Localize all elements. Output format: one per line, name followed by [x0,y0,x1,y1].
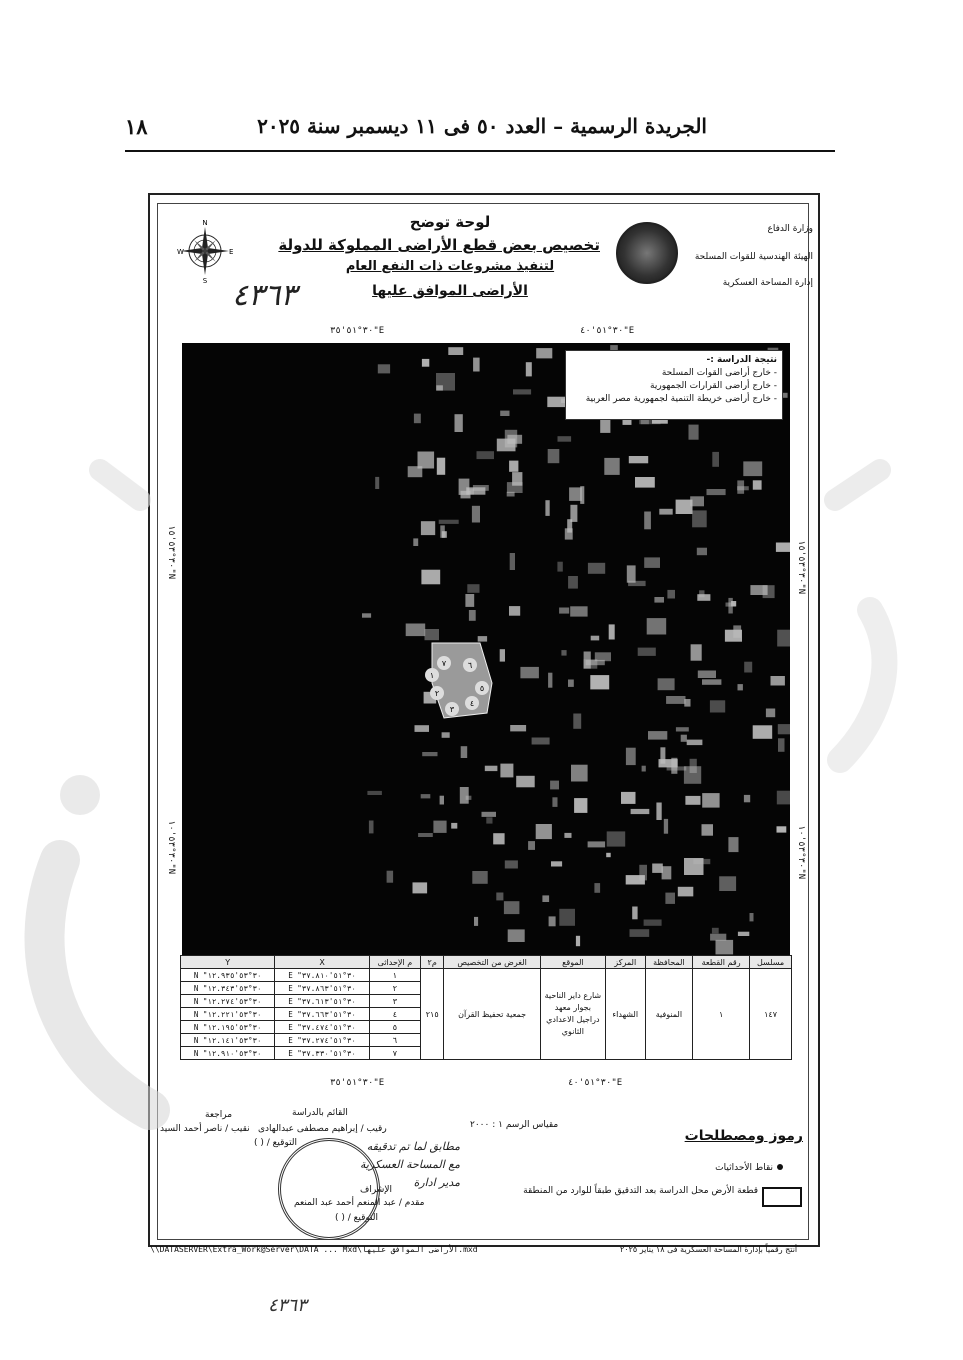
map-building-block [500,411,509,416]
map-building-block [440,796,444,805]
map-point-label: ١ [429,671,435,680]
map-building-block [437,458,445,475]
map-building-block [664,819,668,834]
map-building-block [482,812,497,817]
map-building-block [710,700,725,712]
map-building-block [507,482,523,493]
legend-dot-icon [777,1164,783,1170]
map-building-block [692,510,707,527]
table-row [181,969,792,982]
compass-s: S [202,277,208,284]
map-building-block [413,538,418,546]
map-building-block [702,679,721,685]
map-building-block [375,477,379,489]
map-building-block [507,492,515,497]
map-building-block [588,563,605,574]
map-building-block [719,876,736,891]
map-building-block [684,699,690,707]
map-building-block [513,389,531,394]
map-building-block [378,364,390,373]
map-building-block [550,781,559,790]
map-building-block [455,414,463,432]
organization-seal-icon [616,222,678,284]
map-building-block [609,624,615,639]
map-building-block [676,727,689,731]
map-building-block [460,787,469,804]
coord-top-right: ٣٠°٥١'٤٠"E [580,326,635,336]
map-building-block [606,853,611,857]
map-building-block [738,932,749,936]
map-building-block [526,362,532,376]
map-building-block [630,929,650,937]
map-building-block [500,649,505,661]
cell-x: ٣٠°٥١'٣٧.٢٧٤" E [275,1034,369,1047]
sheet-title-line-3: لتنفيذ مشروعات ذات النفع العام [345,259,555,274]
map-building-block [743,461,762,476]
coord-left-bottom: ٣٠°٥٣'١٠"N [166,820,176,875]
map-scale: مقياس الرسم ١ : ٢٠٠٠ [470,1120,559,1130]
map-building-block [418,452,435,469]
map-building-block [528,841,535,850]
map-building-block [505,860,518,868]
map-building-block [451,823,457,829]
map-building-block [744,662,752,673]
cell-location: شارع داير الناحية بجوار معهد دراجيل الاعدادي الثانوي [540,969,605,1060]
map-building-block [681,735,687,742]
gazette-title: الجريدة الرسمية – العدد ٥٠ فى ١١ ديسمبر سنة ٢٠٢٥ [257,114,707,138]
col-location: الموقع [540,956,605,969]
org-ministry: وزارة الدفاع [767,224,813,234]
map-building-block [369,821,374,834]
map-building-block [485,766,498,771]
cell-point-no: ٦ [369,1034,420,1047]
map-building-block [629,456,648,463]
map-building-block [595,652,611,661]
map-building-block [516,776,535,788]
signature-line: التوقيع / ( ) [254,1138,298,1148]
map-building-block [421,570,440,585]
map-building-block [406,624,426,637]
map-building-block [685,796,700,805]
map-building-block [635,477,655,488]
map-building-block [536,824,552,839]
supervisor-label: الإشراف [360,1185,392,1195]
legend-item-points: نقاط الأحداثيات [715,1163,773,1173]
map-point-label: ٢ [434,689,440,698]
legend-title: رموز ومصطلحات [684,1128,803,1144]
study-result-item: - خارج أراضى القرارات الجمهورية [650,381,777,391]
map-building-block [604,458,619,475]
handwritten-note-line: مطابق لما تم تدقيقه [366,1140,460,1153]
cell-x: ٣٠°٥١'٣٧.٨٦٣" E [275,982,369,995]
map-building-block [726,603,736,607]
map-building-block [362,613,371,617]
map-building-block [631,809,650,814]
map-point-label: ٤ [469,699,475,708]
coord-bottom-right: ٣٠°٥١'٤٠"E [568,1078,623,1088]
map-building-block [477,451,495,459]
plot-data-table [180,955,792,1060]
map-building-block [744,795,750,802]
cell-point-no: ٣ [369,995,420,1008]
map-building-block [508,929,525,942]
map-building-block [425,629,440,640]
map-building-block [545,500,549,516]
map-building-block [500,764,513,778]
map-building-block [504,901,520,914]
header-rule [125,150,835,152]
handwritten-note-line: مدير ادارة [413,1176,460,1189]
map-building-block [659,509,672,515]
map-building-block [738,684,743,690]
cell-point-no: ١ [369,969,420,982]
cell-y: ٣٠°٥٣'١٢.١٩٥" N [181,1021,275,1034]
col-point-no: م الإحداثى [369,956,420,969]
org-department: إدارة المساحة العسكرية [722,278,813,288]
col-center: المركز [605,956,645,969]
coord-right-top: ٣٠°٥٣'١٥"N [796,540,806,595]
map-building-block [472,506,480,523]
prepared-by-label: القائم بالدراسة [292,1108,348,1118]
supervisor-name: مقدم / عبد المنعم أحمد عبد المنعم [294,1198,425,1208]
map-building-block [652,864,663,873]
map-building-block [415,725,430,732]
map-building-block [387,871,394,883]
map-building-block [702,793,719,808]
production-note: أنتج رقمياً بإدارة المساحة العسكرية فى ١٨ يناير ٢٠٢٥ [620,1245,798,1254]
map-building-block [568,680,574,687]
map-building-block [771,676,785,686]
map-building-block [536,348,552,358]
map-building-block [777,630,790,647]
map-building-block [627,565,636,582]
map-building-block [474,917,478,926]
map-building-block [510,553,515,570]
map-point-label: ٣ [449,705,455,714]
map-building-block [702,824,714,836]
map-building-block [571,765,588,782]
cell-point-no: ٢ [369,982,420,995]
cell-x: ٣٠°٥١'٣٧.٦١٣" E [275,995,369,1008]
col-plot-number: رقم القطعة [693,956,750,969]
map-building-block [644,557,660,568]
cell-x: ٣٠°٥١'٣٧.٨١٠" E [275,969,369,982]
prepared-by-name: رقيب / إبراهيم مصطفى عبدالهادى [258,1124,387,1134]
table-header-row [181,956,792,969]
sheet-title-line-2: تخصيص بعض قطع الأراضى المملوكة للدولة [278,236,600,254]
map-building-block [561,650,566,656]
cell-area: ٢١٥ [421,969,444,1060]
map-building-block [459,479,470,495]
map-building-block [776,543,790,552]
cell-y: ٣٠°٥٣'١٢.٩٣٥" N [181,969,275,982]
map-building-block [660,747,665,763]
col-governorate: المحافظة [645,956,692,969]
map-building-block [442,732,450,738]
map-building-block [750,585,767,595]
map-building-block [628,581,646,586]
map-building-block [422,359,429,367]
map-building-block [548,449,560,463]
legend-item-plot: قطعة الأرض محل الدراسة بعد التدقيق طبقاً للوارد من المنطقة [523,1186,758,1196]
round-stamp-icon [278,1138,380,1240]
map-building-block [421,521,435,535]
map-building-block [466,796,472,800]
map-building-block [667,590,675,599]
map-building-block [697,548,707,556]
map-building-block [778,724,790,734]
map-building-block [568,576,578,589]
map-building-block [532,738,550,745]
map-building-block [509,606,520,616]
map-building-block [777,791,790,805]
map-building-block [414,414,421,424]
map-building-block [576,936,580,946]
map-building-block [750,913,754,921]
map-building-block [644,512,651,530]
org-authority: الهيئة الهندسية للقوات المسلحة [694,252,813,262]
map-building-block [716,940,734,955]
map-building-block [493,833,504,844]
map-building-block [665,893,675,904]
map-building-block [510,725,526,731]
map-building-block [509,461,518,472]
map-building-block [654,597,664,603]
sheet-title-line-4: الأراضى الموافق عليها [372,283,528,299]
map-building-block [698,671,716,679]
legend-box-icon [762,1187,802,1207]
map-building-block [448,347,463,355]
map-building-block [647,618,667,634]
map-building-block [465,594,474,607]
map-building-block [574,798,587,813]
study-result-item: - خارج أراضى خريطة التنمية لجمهورية مصر العربية [585,394,777,404]
cell-serial: ١٤٧ [750,969,792,1060]
map-building-block [439,520,459,524]
handwritten-note-line: مع المساحة العسكرية [360,1158,460,1171]
map-building-block [687,740,703,746]
cell-y: ٣٠°٥٣'١٢.٣٤٣" N [181,982,275,995]
file-path: \\DATASERVER\Extra_Work@Server\DATA ... Mxd\الأراضى الموافق عليها.mxd [150,1245,478,1254]
cell-governorate: المنوفية [645,969,692,1060]
map-building-block [433,821,446,833]
cell-point-no: ٥ [369,1021,420,1034]
compass-e: E [229,248,234,256]
map-building-block [689,425,699,440]
plot-outline [429,643,492,718]
compass-rose-icon [175,218,235,284]
coord-right-bottom: ٣٠°٥٣'١٠"N [796,825,806,880]
map-building-block [552,797,557,807]
supervisor-signature-line: التوقيع / ( ) [335,1213,379,1223]
map-building-block [712,452,719,467]
col-purpose: الغرض من التخصيص [444,956,541,969]
map-building-block [662,866,672,879]
map-building-block [570,606,587,616]
map-building-block [712,928,719,934]
map-building-block [472,871,487,884]
map-building-block [737,486,749,490]
study-result-title: نتيجة الدراسة :- [706,355,777,365]
review-label: مراجعة [205,1110,233,1120]
map-building-block [422,752,437,756]
map-building-block [507,435,522,444]
cell-purpose: جمعية تحفيظ القرآن [444,969,541,1060]
map-building-block [551,861,562,866]
map-building-block [691,644,702,660]
map-building-block [693,859,710,864]
map-building-block [436,385,443,390]
col-serial: مسلسل [750,956,792,969]
map-building-block [569,487,582,501]
map-building-block [710,934,726,941]
cell-x: ٣٠°٥١'٣٧.٤٧٤" E [275,1021,369,1034]
col-y: Y [181,956,275,969]
map-building-block [548,673,552,688]
map-building-block [557,562,562,572]
map-building-block [591,636,600,641]
map-building-block [567,519,572,532]
map-building-block [778,738,785,752]
coord-left-top: ٣٠°٥٣'١٥"N [166,525,176,580]
map-building-block [520,667,539,678]
map-building-block [656,803,661,821]
compass-n: N [202,219,208,227]
satellite-map-image [182,343,790,955]
map-building-block [478,636,487,642]
map-building-block [632,907,637,920]
map-building-block [642,766,646,772]
cell-point-no: ٤ [369,1008,420,1021]
cell-y: ٣٠°٥٣'١٢.٩١٠" N [181,1047,275,1060]
col-area: م٢ [421,956,444,969]
map-building-block [707,489,726,495]
map-building-block [558,436,572,442]
map-building-block [644,920,662,926]
map-building-block [777,826,787,832]
cell-plot-number: ١ [693,969,750,1060]
bottom-handwritten-number: ٤٣٦٣ [268,1295,307,1316]
map-building-block [367,791,382,795]
map-building-block [564,833,571,838]
coord-bottom-left: ٣٠°٥١'٣٥"E [330,1078,385,1088]
cell-center: الشهداء [605,969,645,1060]
map-point-label: ٦ [467,661,473,670]
col-x: X [275,956,369,969]
map-building-block [725,630,742,642]
review-name: نقيب / ناصر أحمد السيد [160,1124,250,1134]
map-building-block [467,584,479,593]
cell-y: ٣٠°٥٣'١٢.١٤١" N [181,1034,275,1047]
map-building-block [607,831,626,846]
map-building-block [676,500,693,514]
map-building-block [588,841,606,847]
cell-y: ٣٠°٥٣'١٢.٢٧٤" N [181,995,275,1008]
cell-x: ٣٠°٥١'٣٧.٦٦٣" E [275,1008,369,1021]
page-number: ١٨ [125,114,148,139]
map-building-block [626,748,636,765]
compass-w: W [177,248,184,256]
map-building-block [418,833,433,837]
map-building-block [461,746,468,758]
map-building-block [594,883,600,893]
map-building-block [678,887,694,897]
map-building-block [421,794,431,798]
map-building-block [584,652,591,669]
map-building-block [621,792,636,804]
map-building-block [559,909,575,926]
sheet-title-line-1: لوحة توضح [409,213,491,231]
handwritten-number: ٤٣٦٣ [232,278,297,313]
map-building-block [542,895,549,902]
page-header [125,108,835,148]
map-building-block [549,916,556,926]
map-building-block [469,610,476,621]
map-point-label: ٧ [441,659,447,668]
map-building-block [442,531,447,538]
map-building-block [671,758,677,774]
map-building-block [753,480,762,489]
map-building-block [648,731,667,740]
map-building-block [559,608,569,614]
cell-point-no: ٧ [369,1047,420,1060]
map-building-block [697,594,710,601]
map-building-block [753,725,773,739]
map-building-block [486,817,492,823]
map-building-block [666,696,685,704]
study-result-box [565,350,783,420]
map-building-block [590,675,609,689]
study-result-item: - خارج أراضى القوات المسلحة [661,368,777,378]
map-building-block [728,837,738,852]
map-building-block [684,766,701,784]
map-building-block [413,882,428,893]
map-point-label: ٥ [479,684,485,693]
coord-top-left: ٣٠°٥١'٣٥"E [330,326,385,336]
map-building-block [766,709,775,718]
map-building-block [638,648,656,656]
map-building-block [658,678,675,690]
cell-y: ٣٠°٥٣'١٢.٢٢١" N [181,1008,275,1021]
cell-x: ٣٠°٥١'٣٧.٣٣٠" E [275,1047,369,1060]
map-building-block [573,714,581,729]
map-building-block [473,358,480,372]
map-building-block [626,875,645,884]
map-building-block [496,893,503,901]
